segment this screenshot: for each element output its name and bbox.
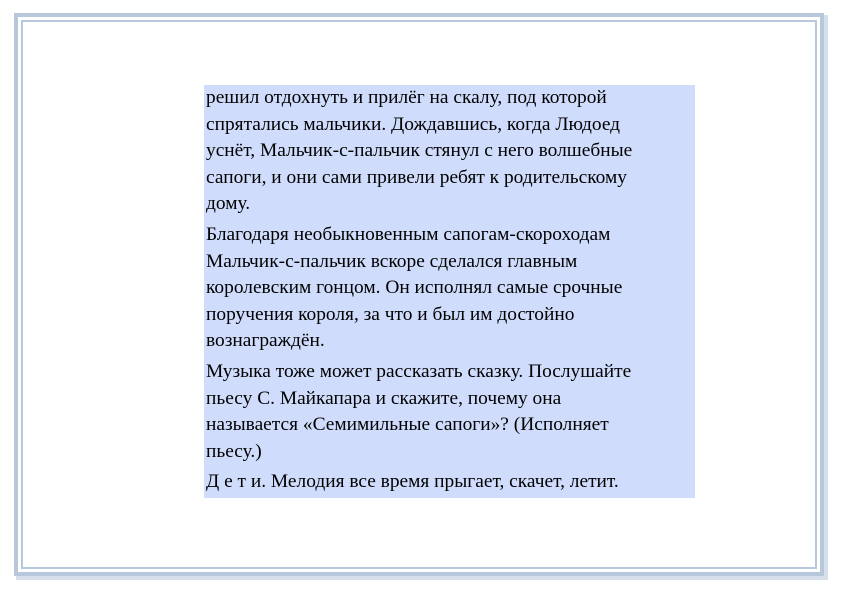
paragraph-royal-messenger bbox=[206, 222, 695, 355]
frame-shadow-right bbox=[824, 15, 828, 578]
paragraph-story-ending bbox=[206, 85, 695, 218]
text-line: Музыка тоже может рассказать сказку. Послушайте bbox=[206, 360, 632, 382]
text-line: королевским гонцом. Он исполнял самые срочные bbox=[206, 277, 623, 299]
paragraph-children-answer bbox=[206, 469, 695, 496]
text-line: дому. bbox=[206, 193, 251, 215]
text-line: называется «Семимильные сапоги»? (Исполняет bbox=[206, 414, 609, 436]
text-line: поручения короля, за что и был им достойно bbox=[206, 303, 575, 325]
highlighted-text-block bbox=[204, 85, 695, 498]
text-line: вознаграждён. bbox=[206, 330, 325, 352]
paragraph-music-question bbox=[206, 359, 695, 465]
text-line: уснёт, Мальчик-с-пальчик стянул с него волшебные bbox=[206, 140, 633, 162]
text-line: сапоги, и они сами привели ребят к родительскому bbox=[206, 166, 627, 188]
text-line: пьесу.) bbox=[206, 440, 262, 462]
text-line: Д е т и. Мелодия все время прыгает, скачет, летит. bbox=[206, 471, 619, 493]
text-line: пьесу С. Майкапара и скажите, почему она bbox=[206, 387, 562, 409]
frame-shadow-bottom bbox=[16, 576, 828, 580]
text-line: спрятались мальчики. Дождавшись, когда Людоед bbox=[206, 113, 621, 135]
text-line: решил отдохнуть и прилёг на скалу, под которой bbox=[206, 87, 607, 108]
text-line: Благодаря необыкновенным сапогам-скороходам bbox=[206, 223, 611, 245]
text-line: Мальчик-с-пальчик вскоре сделался главным bbox=[206, 250, 578, 272]
